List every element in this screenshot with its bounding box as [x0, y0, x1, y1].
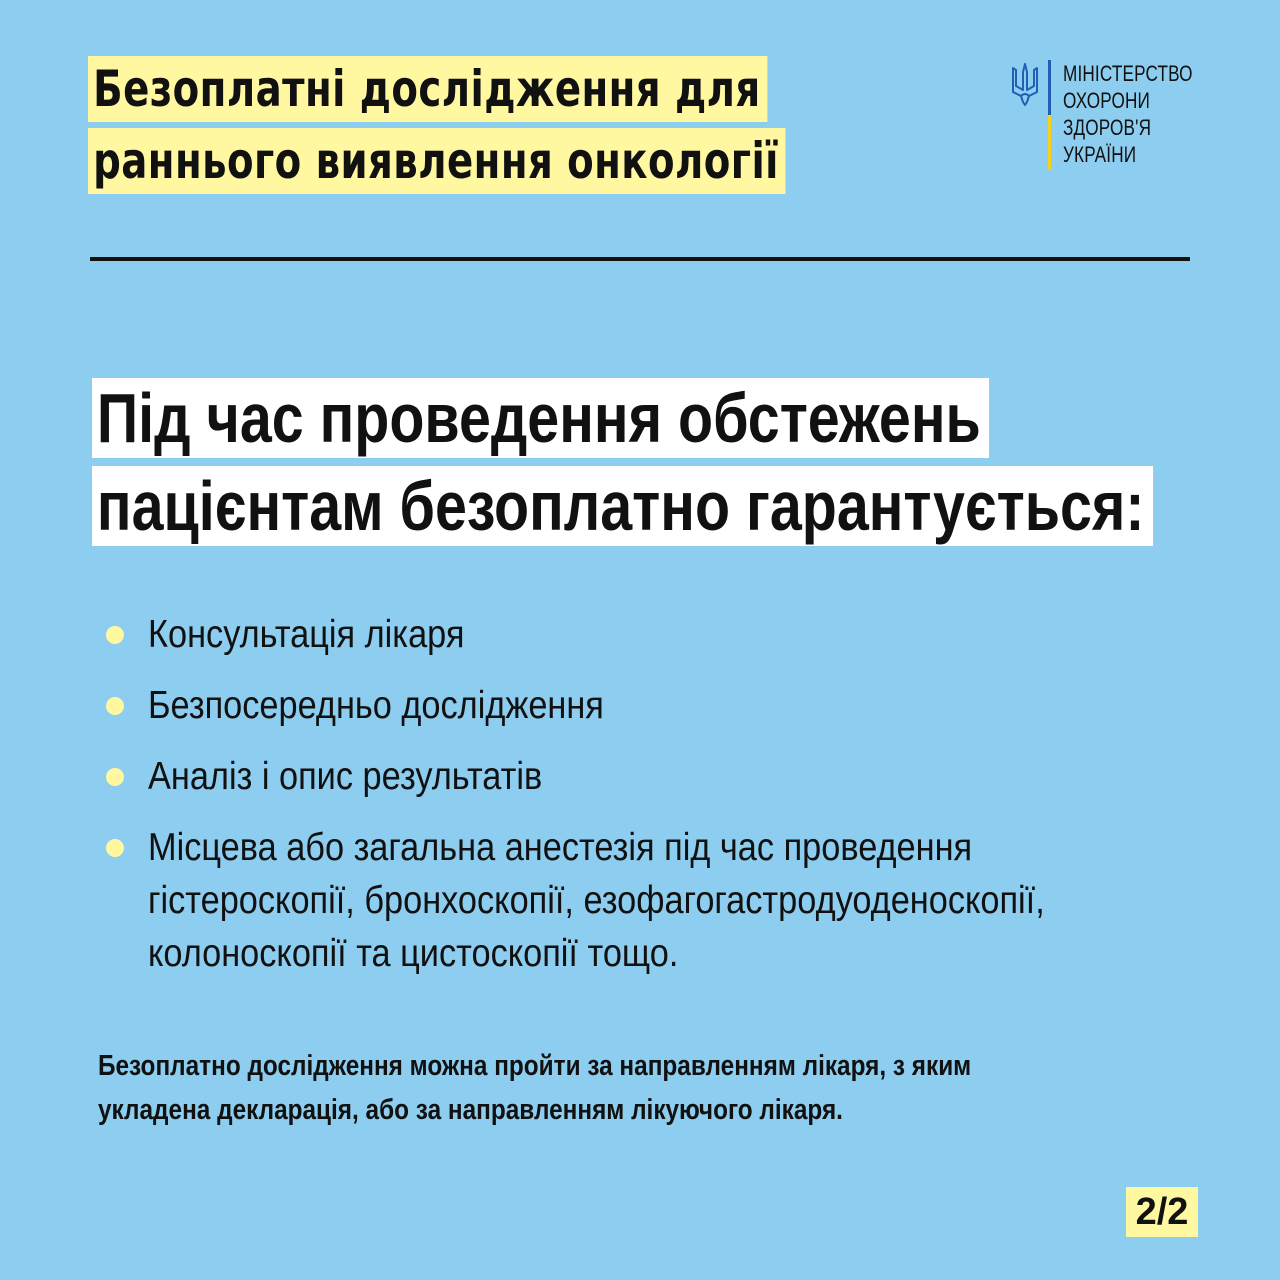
logo-divider [1048, 60, 1051, 170]
list-item [100, 679, 1220, 732]
bullet-dot-icon [106, 768, 124, 786]
list-item-text: Консультація лікаря [148, 613, 465, 656]
list-item [100, 608, 1220, 661]
guarantees-list [100, 608, 1220, 998]
list-item-text: Місцева або загальна анестезія під час проведення гістероскопії, бронхоскопії, езофагогастродуоденоскопії, колоноскопії та цистоскопії тощо. [148, 826, 1045, 975]
page-title [88, 56, 948, 194]
ministry-name [1063, 60, 1193, 168]
page-indicator: 2/2 [1126, 1187, 1198, 1237]
ministry-name-line: МІНІСТЕРСТВО [1063, 61, 1193, 86]
subheading-line-1: Під час проведення обстежень [92, 378, 989, 458]
ministry-name-line: УКРАЇНИ [1063, 142, 1137, 167]
list-item [100, 821, 1220, 980]
footnote: Безоплатно дослідження можна пройти за направленням лікаря, з яким укладена декларація, або за направленням лікуючого лікаря. [98, 1050, 972, 1126]
list-item-text: Безпосередньо дослідження [148, 684, 604, 727]
list-item [100, 750, 1220, 803]
bullet-dot-icon [106, 697, 124, 715]
ministry-name-line: ОХОРОНИ [1063, 88, 1151, 113]
bullet-dot-icon [106, 839, 124, 857]
bullet-dot-icon [106, 626, 124, 644]
subheading [92, 378, 1280, 546]
list-item-text: Аналіз і опис результатів [148, 755, 543, 798]
ministry-logo [1010, 60, 1229, 170]
trident-icon [1010, 62, 1040, 106]
ministry-name-line: ЗДОРОВ'Я [1063, 115, 1152, 140]
title-line-2: раннього виявлення онкології [88, 128, 786, 194]
subheading-line-2: пацієнтам безоплатно гарантується: [92, 466, 1153, 546]
divider [90, 257, 1190, 261]
title-line-1: Безоплатні дослідження для [88, 56, 768, 122]
